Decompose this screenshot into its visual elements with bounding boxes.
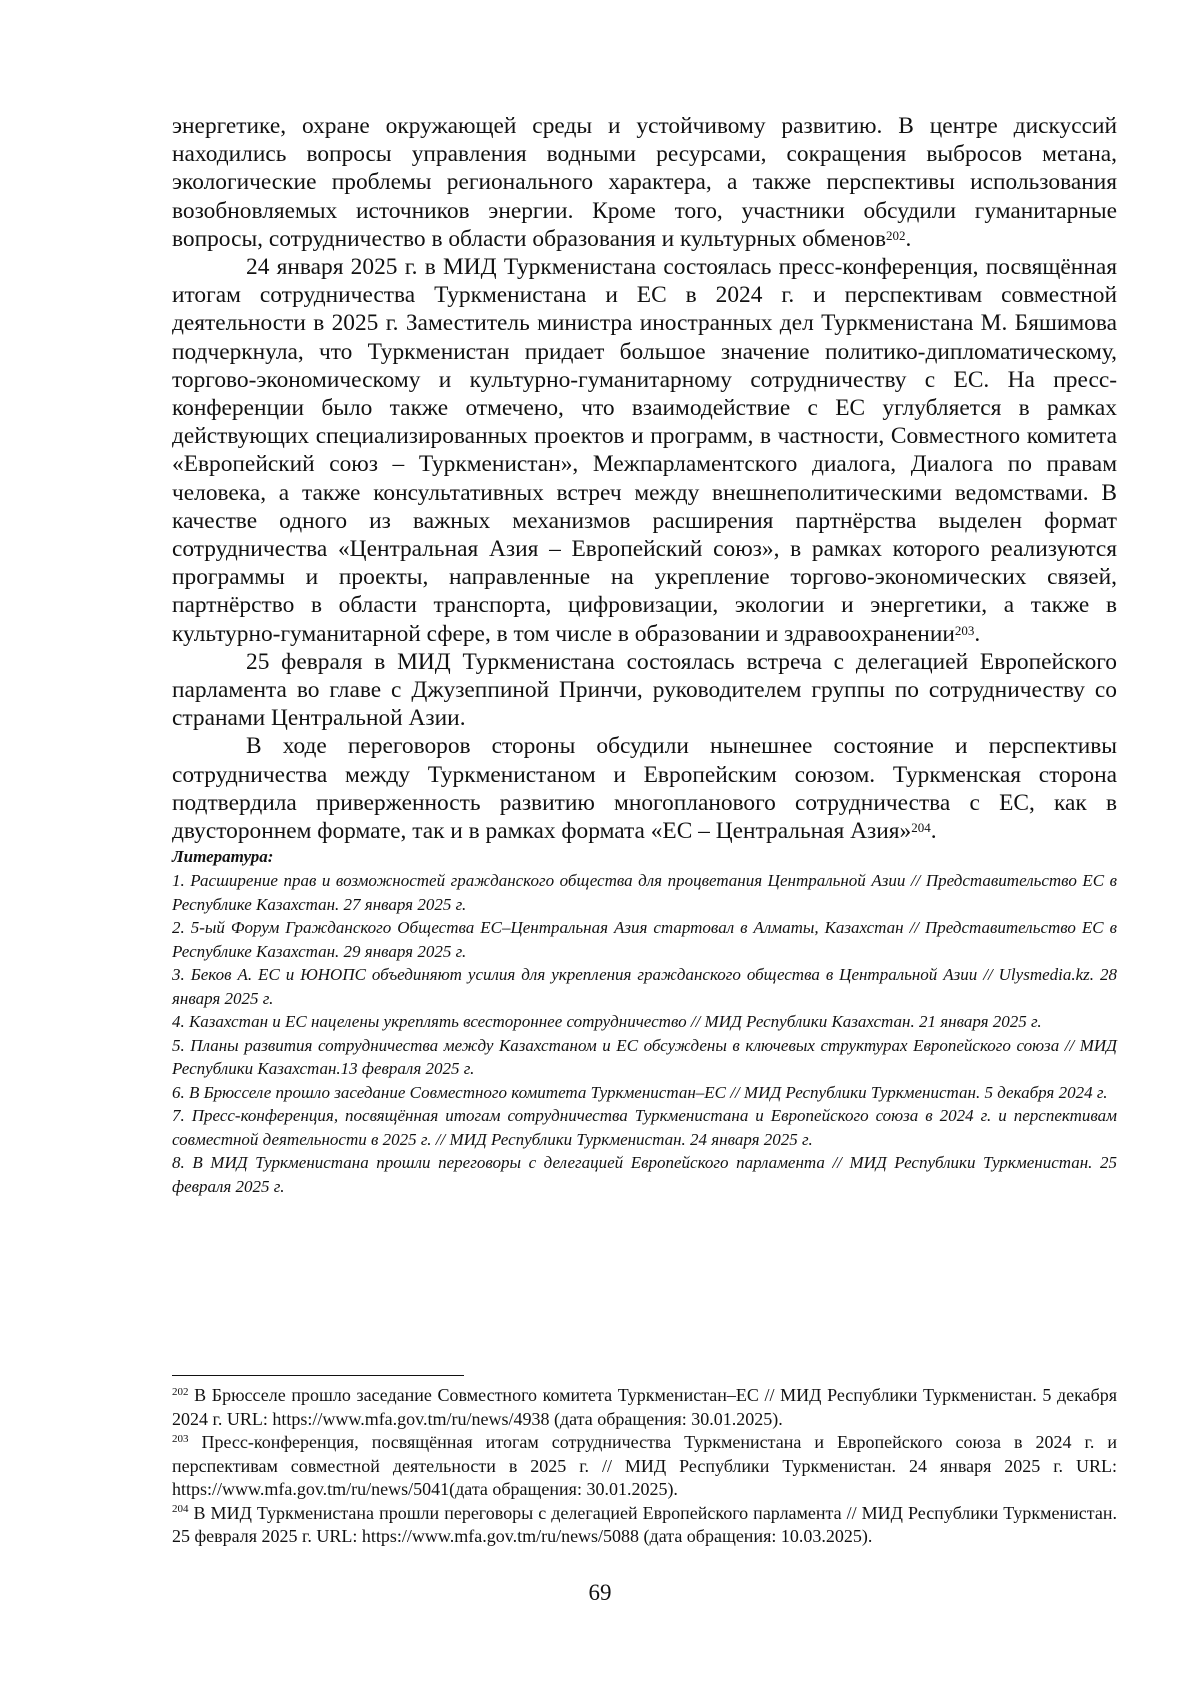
- literature-heading: Литература:: [172, 847, 274, 867]
- paragraph-text: В ходе переговоров стороны обсудили нынешнее состояние и перспективы сотрудничества между Туркменистаном и Европейским союзом. Туркменская сторона подтвердила приверженность развитию многопланового сотрудничества с ЕС, как в двустороннем формате, так и в рамках формата «ЕС – Центральная Азия»: [172, 733, 1117, 845]
- literature-item: 8. В МИД Туркменистана прошли переговоры с делегацией Европейского парламента // МИД Республики Туркменистан. 25 февраля 2025 г.: [172, 1153, 1117, 1196]
- footnote: [172, 1384, 1117, 1431]
- footnote-ref: 202: [886, 227, 906, 243]
- paragraph: [172, 648, 1117, 733]
- paragraph: [172, 253, 1117, 648]
- page-number: 69: [588, 1580, 612, 1605]
- paragraph-end: .: [905, 225, 912, 252]
- footnote-text: Пресс-конференция, посвящённая итогам сотрудничества Туркменистана и Европейского союза в 2024 г. и перспективам совместной деятельности в 2025 г. // МИД Республики Туркменистан. 24 января 2025 г. URL: https://www.mfa.gov.tm/ru/news/5041(дата обращения: 30.01.2025).: [172, 1432, 1117, 1499]
- footnotes: [172, 1384, 1117, 1549]
- paragraph: [172, 112, 1117, 253]
- main-text: [172, 112, 1117, 1198]
- footnote-text: В МИД Туркменистана прошли переговоры с делегацией Европейского парламента // МИД Республики Туркменистан. 25 февраля 2025 г. URL: https://www.mfa.gov.tm/ru/news/5088 (дата обращения: 10.03.2025).: [172, 1502, 1117, 1546]
- literature-item: 2. 5-ый Форум Гражданского Общества ЕС–Центральная Азия стартовал в Алматы, Казахстан // Представительство ЕС в Республике Казахстан. 29 января 2025 г.: [172, 918, 1117, 961]
- literature-item: 3. Беков А. ЕС и ЮНОПС объединяют усилия для укрепления гражданского общества в Центральной Азии // Ulysmedia.kz. 28 января 2025 г.: [172, 965, 1117, 1008]
- paragraph-end: .: [974, 620, 981, 647]
- footnote-number: 204: [172, 1503, 189, 1516]
- literature-list: [172, 869, 1117, 1198]
- footnote: [172, 1431, 1117, 1502]
- footnote-ref: 203: [954, 622, 975, 638]
- literature-item: 6. В Брюсселе прошло заседание Совместного комитета Туркменистан–ЕС // МИД Республики Туркменистан. 5 декабря 2024 г.: [172, 1082, 1108, 1102]
- footnote-separator: [172, 1375, 464, 1376]
- paragraph: [172, 732, 1117, 845]
- paragraph-end: .: [930, 818, 937, 845]
- literature-item: 7. Пресс-конференция, посвящённая итогам сотрудничества Туркменистана и Европейского союза в 2024 г. и перспективам совместной деятельности в 2025 г. // МИД Республики Туркменистан. 24 января 2025 г.: [172, 1106, 1117, 1149]
- footnote-number: 202: [172, 1385, 189, 1398]
- literature-item: 5. Планы развития сотрудничества между Казахстаном и ЕС обсуждены в ключевых структурах Европейского союза // МИД Республики Казахстан.13 февраля 2025 г.: [172, 1035, 1117, 1079]
- literature-item: 1. Расширение прав и возможностей гражданского общества для процветания Центральной Азии // Представительство ЕС в Республике Казахстан. 27 января 2025 г.: [172, 871, 1117, 914]
- paragraph-text: 24 января 2025 г. в МИД Туркменистана состоялась пресс-конференция, посвящённая итогам сотрудничества Туркменистана и ЕС в 2024 г. и перспективам совместной деятельности в 2025 г. Заместитель министра иностранных дел Туркменистана М. Бяшимова подчеркнула, что Туркменистан придает большое значение политико-дипломатическому, торгово-экономическому и культурно-гуманитарному сотрудничеству с ЕС. На пресс-конференции было также отмечено, что взаимодействие с ЕС углубляется в рамках действующих специализированных проектов и программ, в частности, Совместного комитета «Европейский союз – Туркменистан», Межпарламентского диалога, Диалога по правам человека, а также консультативных встреч между внешнеполитическими ведомствами. В качестве одного из важных механизмов расширения партнёрства выделен формат сотрудничества «Центральная Азия – Европейский союз», в рамках которого реализуются программы и проекты, направленные на укрепление торгово-экономических связей, партнёрство в области транспорта, цифровизации, экологии и энергетики, а также в культурно-гуманитарной сфере, в том числе в образовании и здравоохранении: [172, 254, 1117, 647]
- footnote-number: 203: [172, 1432, 189, 1445]
- footnote-ref: 204: [911, 820, 931, 836]
- footnote-text: В Брюсселе прошло заседание Совместного комитета Туркменистан–ЕС // МИД Республики Туркменистан. 5 декабря 2024 г. URL: https://www.mfa.gov.tm/ru/news/4938 (дата обращения: 30.01.2025).: [172, 1385, 1118, 1429]
- paragraph-text: 25 февраля в МИД Туркменистана состоялась встреча с делегацией Европейского парламента во главе с Джузеппиной Принчи, руководителем группы по сотрудничеству со странами Центральной Азии.: [172, 648, 1117, 732]
- footnote: [172, 1502, 1117, 1549]
- paragraph-text: энергетике, охране окружающей среды и устойчивому развитию. В центре дискуссий находились вопросы управления водными ресурсами, сокращения выбросов метана, экологические проблемы регионального характера, а также перспективы использования возобновляемых источников энергии. Кроме того, участники обсудили гуманитарные вопросы, сотрудничество в области образования и культурных обменов: [172, 113, 1117, 252]
- literature-item: 4. Казахстан и ЕС нацелены укреплять всестороннее сотрудничество // МИД Республики Казахстан. 21 января 2025 г.: [172, 1012, 1042, 1032]
